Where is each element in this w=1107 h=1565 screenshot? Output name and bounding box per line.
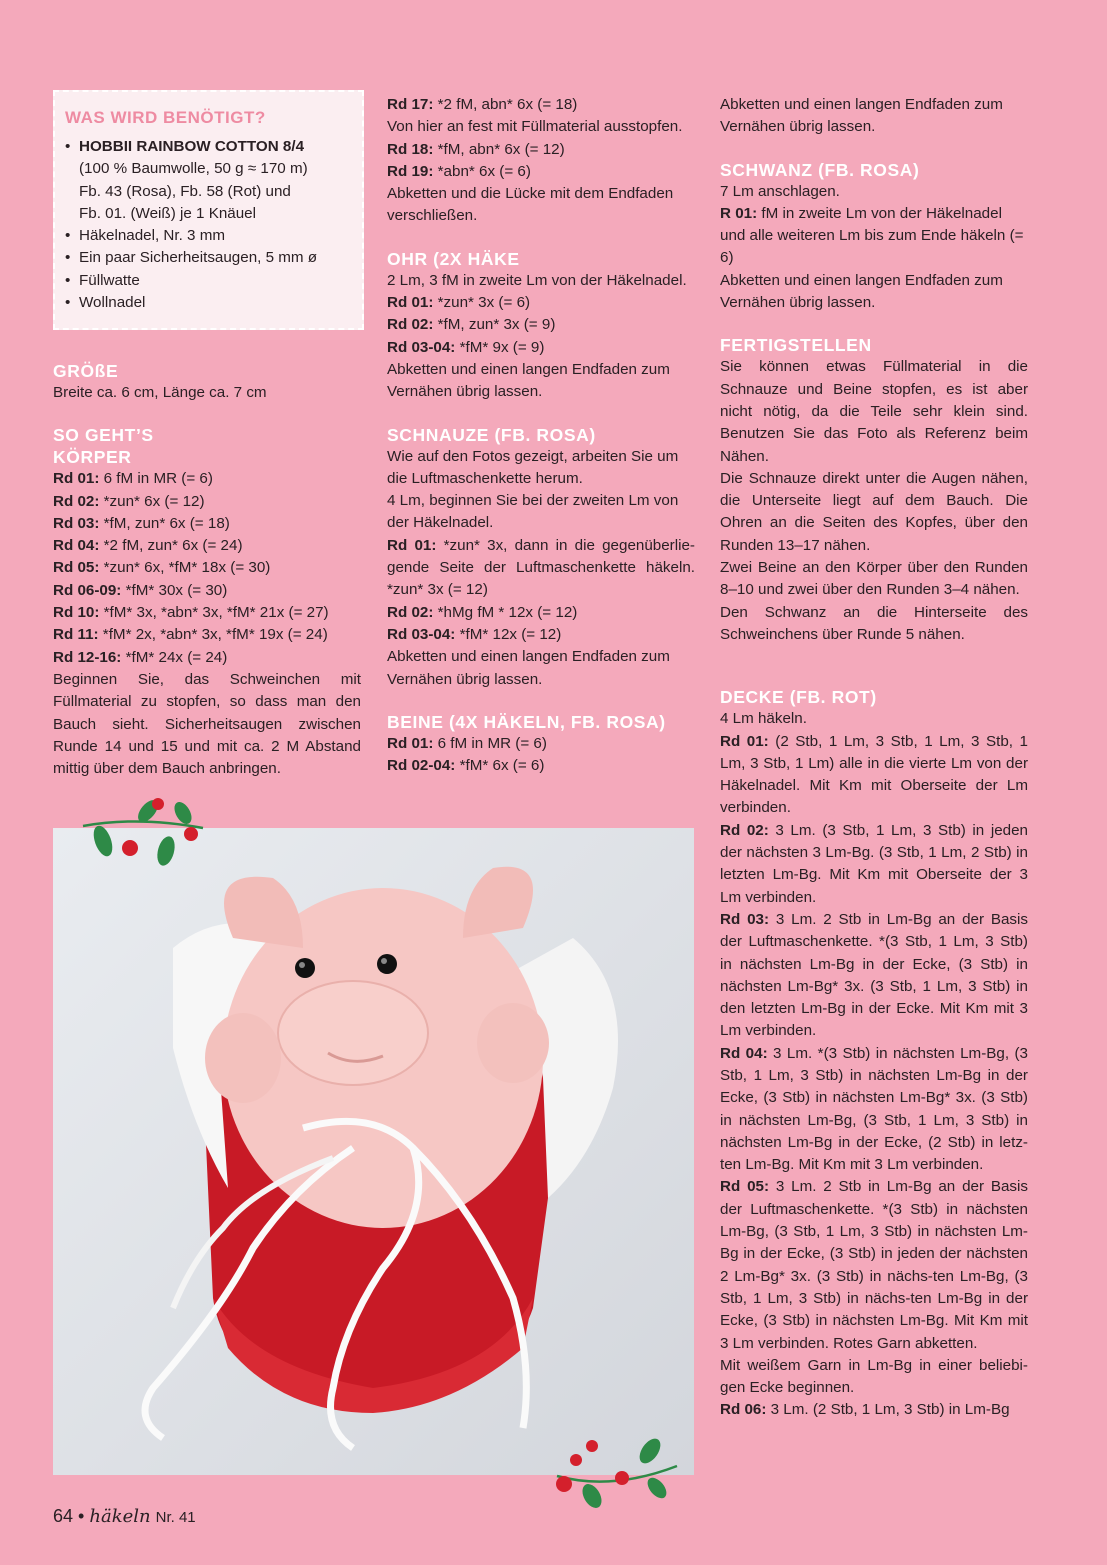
body-note: Beginnen Sie, das Schweinchen mit Füllmaterial zu stopfen, so dass man den Bauch sieht. Sicherheitsaugen zwischen Runde 14 und 15 und mit ca. 2 M Abstand mittig über dem Bauch anbringen.	[53, 670, 361, 778]
ear-end: Abketten und einen langen Endfaden zum Vernähen übrig lassen.	[387, 360, 670, 401]
round-label: Rd 02:	[387, 603, 434, 621]
round-label: Rd 05:	[720, 1178, 770, 1196]
round-row	[53, 513, 361, 535]
finish-paragraph: Den Schwanz an die Hinterseite des Schweinchens über Runde 5 nähen.	[720, 603, 1028, 643]
round-text: 6 fM in MR (= 6)	[433, 734, 547, 752]
round-label: Rd 18:	[387, 140, 434, 158]
round-label: Rd 01:	[720, 732, 769, 750]
round-text: *fM* 6x (= 6)	[455, 757, 545, 775]
legs-heading: BEINE (4X HÄKELN, FB. ROSA)	[387, 711, 666, 732]
body-end-text: Abketten und die Lücke mit dem Endfaden verschließen.	[387, 185, 674, 225]
round-label: Rd 01:	[387, 734, 434, 752]
round-text: *zun* 6x, *fM* 18x (= 30)	[99, 559, 271, 577]
round-text: fM in zweite Lm von der Häkelnadel und alle weiteren Lm bis zum Ende häkeln (= 6)	[720, 204, 1024, 267]
round-label: Rd 03:	[53, 514, 100, 532]
round-label: Rd 01:	[387, 294, 434, 312]
materials-item: • Häkelnadel, Nr. 3 mm	[65, 225, 353, 247]
size-text: Breite ca. 6 cm, Länge ca. 7 cm	[53, 384, 267, 401]
round-text: *abn* 6x (= 6)	[433, 162, 531, 180]
round-row	[387, 337, 695, 359]
materials-item: • Füllwatte	[65, 270, 353, 292]
materials-item: • Wollnadel	[65, 292, 353, 314]
round-text: *fM, zun* 3x (= 9)	[433, 316, 556, 334]
finish-paragraph: Zwei Beine an den Körper über den Runden 8–10 und zwei über den Runden 3–4 nähen.	[720, 559, 1028, 599]
round-text: *zun* 3x (= 6)	[433, 294, 531, 312]
round-text: 6 fM in MR (= 6)	[99, 470, 213, 488]
snout-end: Abketten und einen langen Endfaden zum Vernähen übrig lassen.	[387, 648, 670, 688]
body-rounds	[53, 468, 361, 669]
round-row	[720, 909, 1028, 1043]
yarn-detail: Fb. 01. (Weiß) je 1 Knäuel	[79, 204, 256, 222]
footer-bullet: •	[78, 1506, 85, 1526]
size-heading: GRÖßE	[53, 361, 119, 381]
round-label: Rd 19:	[387, 162, 434, 180]
round-row	[387, 161, 695, 183]
round-label: Rd 02:	[387, 316, 434, 334]
round-row	[387, 314, 695, 336]
round-text: *fM* 24x (= 24)	[121, 648, 228, 666]
round-row	[53, 624, 361, 646]
round-row	[53, 602, 361, 624]
crochet-pig-illustration	[53, 828, 694, 1475]
pig-photo	[53, 828, 694, 1475]
snout-intro-2: 4 Lm, beginnen Sie bei der zweiten Lm von der Häkelnadel.	[387, 492, 679, 532]
round-text: *fM* 30x (= 30)	[121, 581, 228, 599]
round-label: Rd 05:	[53, 559, 100, 577]
round-label: Rd 03-04:	[387, 625, 456, 643]
round-text: 3 Lm. (3 Stb, 1 Lm, 3 Stb) in jeden der nächsten 3 Lm-Bg. (3 Stb, 1 Lm, 2 Stb) in letzten Lm-Bg. Mit Km mit Oberseite der 3 Lm verbinden.	[720, 821, 1029, 906]
materials-item-yarn	[65, 136, 353, 225]
round-text: *fM* 3x, *abn* 3x, *fM* 21x (= 27)	[99, 604, 329, 622]
legs-rounds	[387, 733, 695, 778]
round-text: *fM* 9x (= 9)	[455, 338, 545, 356]
blanket-heading: DECKE (FB. ROT)	[720, 687, 877, 708]
round-label: Rd 11:	[53, 626, 99, 644]
round-text: 3 Lm. *(3 Stb) in nächsten Lm-Bg, (3 Stb, 1 Lm, 3 Stb) in nächsten Lm-Bg in der Ecke, (3 Stb) in nächsten Lm-Bg* 3x. (3 Stb) in nächsten Lm-Bg, (3 Stb, 1 Lm, 3 Stb) in nächsten Lm-Bg in der Ecke, (2 Stb) in letz-ten Lm-Bg. Mit Km mit 3 Lm verbinden.	[720, 1044, 1028, 1174]
snout-rounds	[387, 602, 695, 647]
round-row	[387, 602, 695, 624]
round-text: *fM, abn* 6x (= 12)	[433, 140, 565, 158]
round-text: *hMg fM * 12x (= 12)	[433, 603, 578, 621]
round-row	[387, 116, 695, 138]
blanket-rounds	[720, 731, 1028, 1355]
round-label: Rd 02:	[53, 492, 100, 510]
round-text: *2 fM, zun* 6x (= 24)	[99, 537, 243, 555]
round-label: Rd 06-09:	[53, 581, 122, 599]
column-3	[720, 94, 1028, 1422]
round-label: R 01:	[720, 204, 758, 222]
round-row	[387, 733, 695, 755]
round-row	[387, 94, 695, 116]
tail-end: Abketten und einen langen Endfaden zum Vernähen übrig lassen.	[720, 271, 1003, 312]
tail-heading: SCHWANZ (FB. ROSA)	[720, 159, 920, 180]
finish-paragraph: Sie können etwas Füllmaterial in die Schnauze und Beine stopfen, es ist aber nicht nötig, da die Teile sehr klein sind. Benutzen Sie das Foto als Referenz beim Nähen.	[720, 358, 1028, 465]
body-rounds-continued	[387, 94, 695, 183]
magazine-name: häkeln	[89, 1506, 151, 1527]
yarn-detail: Fb. 43 (Rosa), Fb. 58 (Rot) und	[79, 182, 291, 200]
round-row	[387, 139, 695, 161]
round-row	[387, 624, 695, 646]
round-row	[53, 647, 361, 669]
body-heading: KÖRPER	[53, 447, 132, 468]
yarn-name: HOBBII RAINBOW COTTON 8/4	[79, 138, 305, 155]
snout-intro-1: Wie auf den Fotos gezeigt, arbeiten Sie um die Luftmaschenkette herum.	[387, 447, 679, 487]
round-label: Rd 03-04:	[387, 338, 456, 356]
round-label: Rd 03:	[720, 910, 770, 928]
round-label: Rd 04:	[53, 537, 100, 555]
round-row	[387, 292, 695, 314]
round-text: 3 Lm. 2 Stb in Lm-Bg an der Basis der Luftmaschenkette. *(3 Stb, 1 Lm, 3 Stb) in nächsten Lm-Bg in der Ecke, (3 Stb) in nächsten Lm-Bg* 3x. (3 Stb, 1 Lm, 3 Stb) in den letzten Lm-Bg in der Ecke. Mit Km mit 3 Lm verbinden.	[720, 910, 1028, 1040]
tail-row-1	[720, 203, 1028, 270]
legs-end-text: Abketten und einen langen Endfaden zum Vernähen übrig lassen.	[720, 96, 1003, 136]
round-text: 3 Lm. (2 Stb, 1 Lm, 3 Stb) in Lm-Bg	[766, 1401, 1010, 1419]
round-row	[720, 820, 1028, 909]
round-row	[53, 535, 361, 557]
round-text: *fM* 2x, *abn* 3x, *fM* 19x (= 24)	[98, 626, 328, 644]
blanket-round-6	[720, 1399, 1028, 1421]
round-text: *zun* 3x, dann in die gegenüberlie-gende Seite der Luftmaschenkette häkeln. *zun* 3x (= 12)	[387, 536, 695, 599]
round-text: *2 fM, abn* 6x (= 18)	[433, 96, 578, 113]
round-label: Rd 01:	[387, 536, 437, 554]
round-text: *fM* 12x (= 12)	[455, 625, 562, 643]
round-row	[387, 755, 695, 777]
column-2	[387, 94, 695, 777]
round-text: (2 Stb, 1 Lm, 3 Stb, 1 Lm, 3 Stb, 1 Lm, 3 Stb, 1 Lm) alle in die vierte Lm von der Häkelnadel. Mit Km mit Oberseite der Lm verbinden.	[720, 732, 1028, 817]
round-text: *zun* 6x (= 12)	[99, 492, 205, 510]
round-text: 3 Lm. 2 Stb in Lm-Bg an der Basis der Luftmaschenkette. *(3 Stb) in nächsten Lm-Bg, (3 Stb, 1 Lm, 3 Stb) in nächsten Lm-Bg in der Ecke, (3 Stb) in jeden der nächsten 2 Lm-Bg* 3x. (3 Stb) in nächs-ten Lm-Bg, (3 Stb, 1 Lm, 3 Stb) in nächs-ten Lm-Bg in der Ecke, (3 Stb) in nächsten Lm-Bg. Mit Km mit 3 Lm verbinden. Rotes Garn abketten.	[720, 1178, 1028, 1352]
round-row	[720, 1043, 1028, 1177]
round-label: Rd 17:	[387, 96, 434, 113]
snout-round-1	[387, 535, 695, 602]
ear-intro: 2 Lm, 3 fM in zweite Lm von der Häkelnadel.	[387, 271, 687, 289]
column-1	[53, 360, 361, 780]
round-text: Von hier an fest mit Füllmaterial ausstopfen.	[387, 118, 683, 136]
ear-heading: OHR (2X HÄKE	[387, 248, 520, 269]
materials-list	[65, 136, 353, 314]
round-row	[720, 731, 1028, 820]
round-row	[53, 491, 361, 513]
round-row	[53, 468, 361, 490]
round-label: Rd 06:	[720, 1401, 767, 1419]
round-label: Rd 10:	[53, 604, 100, 622]
berry-branch-icon	[78, 796, 208, 868]
finish-paragraph: Die Schnauze direkt unter die Augen nähen, die Unterseite liegt auf dem Bauch. Die Ohren an die Seiten des Kopfes, über den Runden 13–17 nähen.	[720, 469, 1028, 554]
round-row	[53, 557, 361, 579]
page-number: 64	[53, 1506, 74, 1526]
round-row	[53, 580, 361, 602]
materials-title: WAS WIRD BENÖTIGT?	[65, 108, 266, 127]
round-row	[720, 1176, 1028, 1354]
ear-rounds	[387, 292, 695, 359]
finish-heading: FERTIGSTELLEN	[720, 335, 872, 356]
round-label: Rd 04:	[720, 1044, 768, 1062]
round-label: Rd 02-04:	[387, 757, 456, 775]
round-label: Rd 01:	[53, 470, 100, 488]
round-label: Rd 02:	[720, 821, 769, 839]
round-label: Rd 12-16:	[53, 648, 122, 666]
page-footer	[53, 1506, 196, 1527]
materials-item: • Ein paar Sicherheitsaugen, 5 mm ø	[65, 247, 353, 269]
tail-intro: 7 Lm anschlagen.	[720, 182, 840, 200]
snout-heading: SCHNAUZE (FB. ROSA)	[387, 424, 596, 445]
issue-number: Nr. 41	[155, 1509, 196, 1526]
blanket-note: Mit weißem Garn in Lm-Bg in einer beliebi-gen Ecke beginnen.	[720, 1356, 1028, 1397]
yarn-detail: (100 % Baumwolle, 50 g ≈ 170 m)	[79, 160, 308, 178]
round-text: *fM, zun* 6x (= 18)	[99, 514, 230, 532]
instructions-heading: SO GEHT’S	[53, 425, 154, 446]
materials-box	[53, 90, 364, 330]
blanket-intro: 4 Lm häkeln.	[720, 710, 807, 728]
berry-branch-icon	[552, 1436, 682, 1508]
